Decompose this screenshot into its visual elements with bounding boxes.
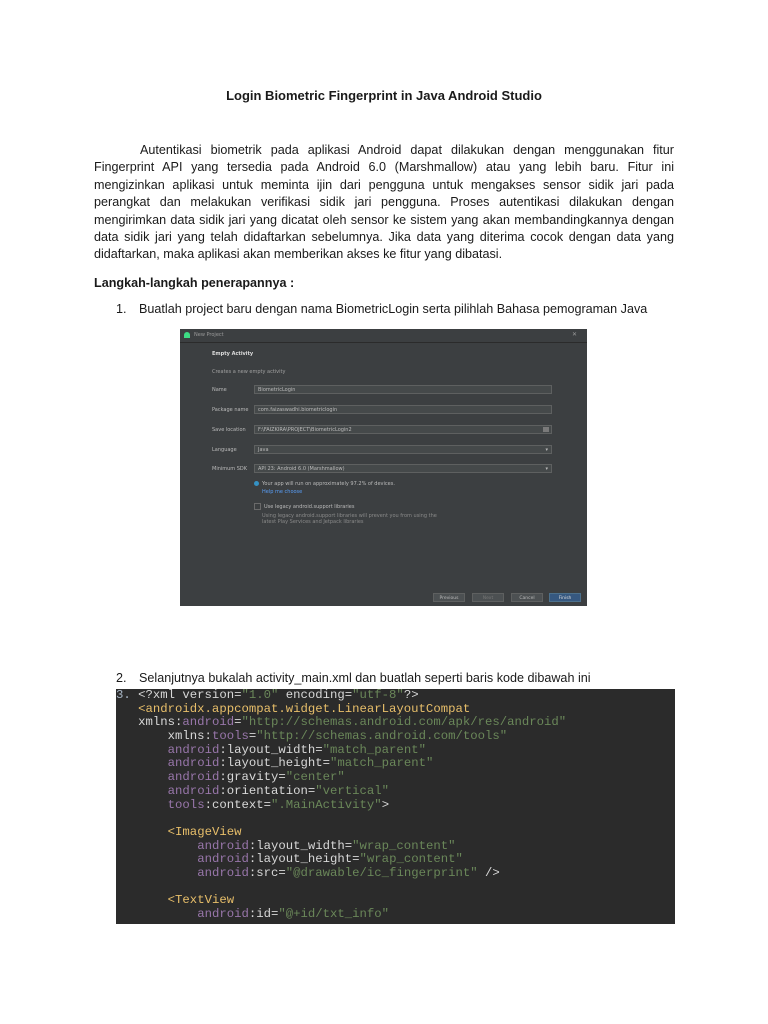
code-token: "1.0" [241, 689, 279, 702]
code-token: "wrap_content" [359, 852, 463, 867]
code-token: <?xml version= [138, 689, 242, 702]
code-line [116, 757, 675, 771]
code-line [116, 867, 675, 881]
legacy-support-label: Use legacy android.support libraries [264, 504, 355, 510]
code-line [116, 840, 675, 854]
step-2-text: Selanjutnya bukalah activity_main.xml dan buatlah seperti baris kode dibawah ini [139, 671, 591, 685]
code-token: "match_parent" [322, 742, 426, 757]
save-location-value: F:\FAIZKIRA\PROJECT\BiometricLogin2 [258, 427, 352, 433]
package-row [212, 405, 552, 415]
code-token: "http://schemas.android.com/apk/res/android" [241, 715, 567, 730]
code-line [116, 812, 675, 826]
code-token: ".MainActivity" [271, 797, 382, 812]
code-token [138, 907, 197, 921]
step-1 [116, 302, 647, 316]
code-token: :orientation= [219, 783, 316, 798]
code-gutter [116, 770, 138, 784]
code-line [116, 881, 675, 895]
legacy-support-note: Using legacy android.support libraries will prevent you from using the latest Play Services and Jetpack libraries [262, 513, 437, 525]
dialog-titlebar [180, 329, 587, 343]
code-token [138, 866, 197, 880]
code-gutter [116, 866, 138, 880]
code-gutter [116, 715, 138, 729]
code-token: "@drawable/ic_fingerprint" [285, 865, 478, 880]
folder-icon[interactable] [543, 427, 549, 432]
code-gutter [116, 798, 138, 812]
name-field[interactable]: BiometricLogin [254, 385, 552, 394]
intro-paragraph-text: Autentikasi biometrik pada aplikasi Android dapat dilakukan dengan menggunakan fitur Fingerprint API yang tersedia pada Android 6.0 (Marshmallow) atau yang lebih baru. Fitur ini mengizinkan aplikasi untuk meminta ijin dari pengguna untuk mengakses sensor sidik jari pada perangkat dan melakukan verifikasi sidik jari pengguna. Proses autentikasi dilakukan dengan mengirimkan data sidik jari yang dicatat oleh sensor ke sistem yang akan membandingkannya dengan data sidik jari yang telah didaftarkan sebelumnya. Jika data yang diterima cocok dengan data yang didaftarkan, maka aplikasi akan memberikan akses ke fitur yang dibatasi. [94, 143, 674, 262]
code-token [138, 893, 168, 907]
code-line [116, 826, 675, 840]
code-token: "http://schemas.android.com/tools" [256, 729, 508, 744]
code-token: xmlns: [138, 715, 183, 730]
code-token: :id= [248, 907, 279, 921]
code-line [116, 703, 675, 717]
code-token [138, 756, 168, 770]
code-token: android [197, 852, 249, 867]
code-token: <TextView [167, 893, 235, 908]
info-icon [254, 481, 259, 486]
language-value: Java [258, 447, 269, 453]
code-token: android [167, 756, 220, 771]
save-location-field[interactable] [254, 425, 552, 434]
code-line [116, 785, 675, 799]
code-token: xmlns: [138, 729, 212, 744]
code-token [138, 825, 168, 839]
code-line-number: 3. [116, 689, 139, 702]
close-icon[interactable]: ✕ [571, 331, 577, 338]
code-token: <androidx.appcompat.widget.LinearLayoutCompat [138, 701, 471, 716]
minimum-sdk-value: API 23: Android 6.0 (Marshmallow) [258, 466, 345, 472]
code-gutter [116, 825, 138, 839]
code-line [116, 771, 675, 785]
code-token [138, 852, 197, 866]
code-token: "center" [285, 770, 345, 785]
step-2 [116, 671, 591, 685]
code-token: "wrap_content" [352, 838, 456, 853]
code-token [138, 743, 168, 757]
code-token: :layout_width= [248, 838, 353, 853]
code-line [116, 853, 675, 867]
code-token: :context= [204, 797, 271, 812]
step-2-number: 2. [116, 671, 127, 685]
dialog-heading: Empty Activity [212, 351, 254, 357]
language-row [212, 445, 552, 455]
save-location-label: Save location [212, 427, 246, 433]
code-token: "utf-8" [352, 689, 404, 702]
code-line [116, 894, 675, 908]
code-token: android [167, 742, 220, 757]
code-gutter [116, 893, 138, 907]
steps-heading: Langkah-langkah penerapannya : [94, 276, 295, 290]
code-gutter [116, 811, 138, 825]
name-label: Name [212, 387, 227, 393]
code-gutter [116, 702, 138, 716]
code-line [116, 689, 675, 703]
language-label: Language [212, 447, 237, 453]
code-line [116, 716, 675, 730]
code-token: :layout_height= [248, 852, 360, 867]
previous-button[interactable]: Previous [433, 593, 465, 602]
code-gutter [116, 729, 138, 743]
step-1-text: Buatlah project baru dengan nama BiometricLogin serta pilihlah Bahasa pemograman Java [139, 302, 648, 316]
step-1-number: 1. [116, 302, 127, 316]
legacy-support-option[interactable] [254, 503, 354, 510]
code-token: android [182, 715, 235, 730]
code-token: = [248, 729, 257, 744]
code-token: = [234, 715, 242, 730]
code-token: tools [211, 729, 249, 744]
finish-button[interactable]: Finish [549, 593, 581, 602]
code-token: > [381, 797, 390, 812]
minimum-sdk-label: Minimum SDK [212, 466, 248, 472]
code-token: :src= [248, 865, 286, 880]
code-token [138, 784, 168, 798]
code-token: tools [167, 797, 205, 812]
code-token: /> [477, 865, 500, 880]
help-me-choose-link[interactable]: Help me choose [262, 489, 303, 495]
cancel-button[interactable]: Cancel [511, 593, 543, 602]
code-token [138, 770, 168, 784]
code-line [116, 799, 675, 813]
code-gutter [116, 756, 138, 770]
chevron-down-icon: ▾ [545, 447, 548, 453]
code-token: ?> [403, 689, 419, 702]
minimum-sdk-row [212, 464, 552, 474]
code-block [116, 689, 675, 924]
code-line [116, 744, 675, 758]
page-title: Login Biometric Fingerprint in Java Android Studio [226, 88, 542, 103]
code-token: android [167, 770, 220, 785]
code-token [138, 798, 168, 812]
code-token: encoding= [278, 689, 353, 702]
name-row [212, 385, 552, 395]
android-studio-logo-icon [184, 332, 190, 338]
code-token: "match_parent" [330, 756, 434, 771]
code-token: android [197, 838, 249, 853]
legacy-support-checkbox[interactable] [254, 503, 261, 510]
code-token [138, 839, 197, 853]
code-token: <ImageView [167, 824, 242, 839]
new-project-dialog-screenshot [180, 329, 587, 606]
package-field[interactable]: com.faizaswadhi.biometriclogin [254, 405, 552, 414]
dialog-subtitle: Creates a new empty activity [212, 369, 286, 375]
code-token: android [197, 865, 249, 880]
package-label: Package name [212, 407, 249, 413]
code-gutter [116, 852, 138, 866]
code-gutter [116, 784, 138, 798]
device-coverage-info [254, 481, 395, 487]
device-coverage-text: Your app will run on approximately 97.2% of devices. [262, 481, 395, 487]
save-location-row [212, 425, 552, 435]
code-gutter [116, 880, 138, 894]
code-token: android [197, 907, 249, 921]
minimum-sdk-select[interactable] [254, 464, 552, 473]
next-button[interactable]: Next [472, 593, 504, 602]
code-line [116, 908, 675, 922]
code-token: android [167, 783, 220, 798]
language-select[interactable] [254, 445, 552, 454]
code-gutter [116, 743, 138, 757]
code-token: :layout_height= [219, 756, 331, 771]
code-gutter [116, 839, 138, 853]
code-line [116, 730, 675, 744]
code-token: "@+id/txt_info" [278, 907, 390, 921]
chevron-down-icon: ▾ [545, 466, 548, 472]
dialog-window-title: New Project [194, 332, 224, 338]
code-gutter [116, 907, 138, 921]
code-token: :layout_width= [219, 742, 323, 757]
code-token: :gravity= [219, 770, 286, 785]
code-token: "vertical" [315, 783, 390, 798]
intro-paragraph [94, 142, 674, 264]
